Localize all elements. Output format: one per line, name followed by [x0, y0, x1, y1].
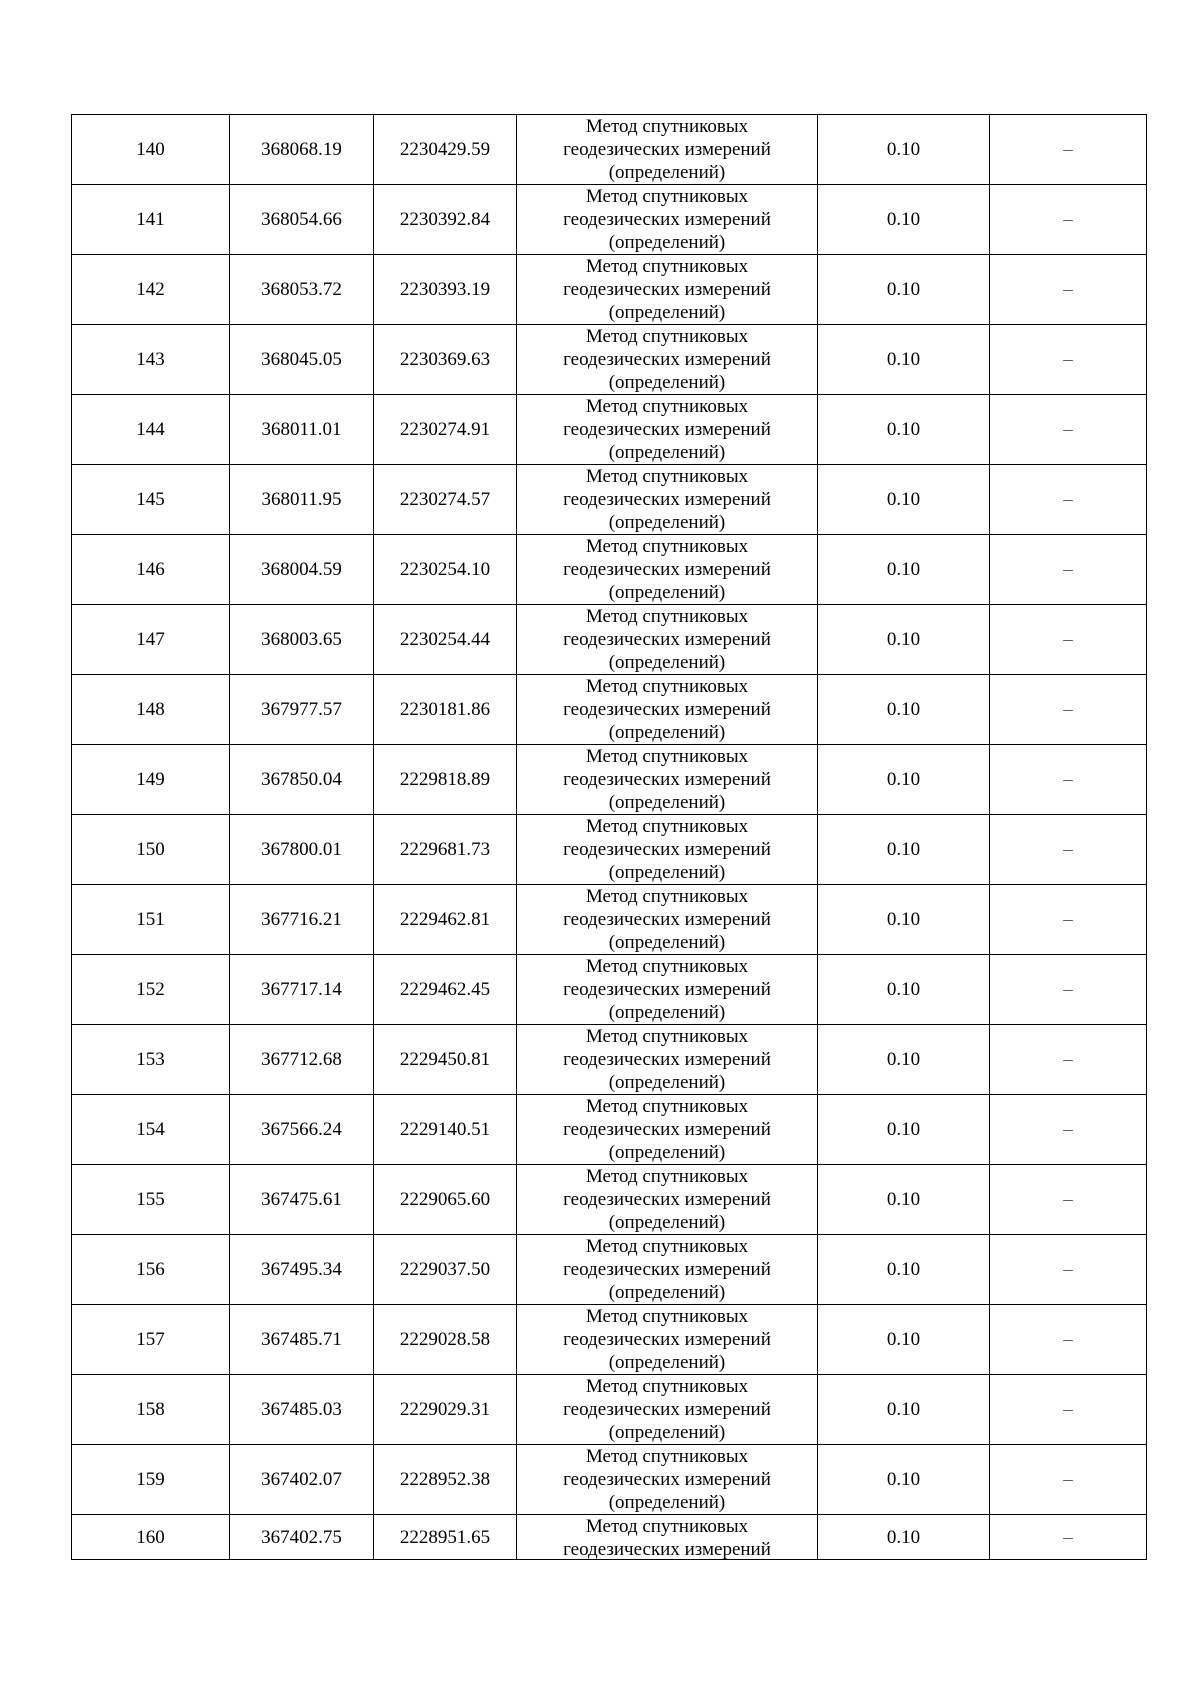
method-text-line: (определений) [608, 722, 726, 743]
method-cell [517, 1515, 818, 1560]
method-cell [517, 255, 818, 325]
note-cell: – [990, 815, 1147, 885]
table-row [72, 465, 1147, 535]
method-text-line: Метод спутниковых [585, 256, 749, 277]
method-text-line: геодезических измерений [563, 699, 771, 720]
method-text-line: (определений) [608, 1282, 726, 1303]
note-cell: – [990, 465, 1147, 535]
point-number-cell: 158 [72, 1375, 230, 1445]
point-number-cell: 149 [72, 745, 230, 815]
point-number-cell: 156 [72, 1235, 230, 1305]
note-cell: – [990, 1445, 1147, 1515]
method-text-line: Метод спутниковых [585, 606, 749, 627]
method-text-line: (определений) [608, 232, 726, 253]
method-cell [517, 1025, 818, 1095]
table-row [72, 115, 1147, 185]
x-coordinate-cell: 368053.72 [230, 255, 374, 325]
method-text-line: (определений) [608, 162, 726, 183]
method-text-line: Метод спутниковых [585, 466, 749, 487]
method-text-line: (определений) [608, 792, 726, 813]
y-coordinate-cell: 2230393.19 [374, 255, 517, 325]
method-text-line: геодезических измерений [563, 419, 771, 440]
method-text-line: Метод спутниковых [585, 1166, 749, 1187]
coordinates-table [71, 114, 1147, 1560]
x-coordinate-cell: 367716.21 [230, 885, 374, 955]
method-cell [517, 1095, 818, 1165]
x-coordinate-cell: 367485.71 [230, 1305, 374, 1375]
accuracy-cell: 0.10 [818, 1025, 990, 1095]
method-text-line: (определений) [608, 582, 726, 603]
point-number-cell: 148 [72, 675, 230, 745]
method-text-line: (определений) [608, 1212, 726, 1233]
method-cell [517, 885, 818, 955]
accuracy-cell: 0.10 [818, 1445, 990, 1515]
method-text-line: Метод спутниковых [585, 1516, 749, 1537]
method-text-line: Метод спутниковых [585, 956, 749, 977]
method-text-line: геодезических измерений [563, 1539, 771, 1559]
method-text-line: геодезических измерений [563, 489, 771, 510]
table-row [72, 185, 1147, 255]
table-row [72, 325, 1147, 395]
table-row [72, 535, 1147, 605]
method-text-line: геодезических измерений [563, 909, 771, 930]
note-cell: – [990, 325, 1147, 395]
method-text-line: геодезических измерений [563, 559, 771, 580]
point-number-cell: 146 [72, 535, 230, 605]
x-coordinate-cell: 367402.07 [230, 1445, 374, 1515]
x-coordinate-cell: 367402.75 [230, 1515, 374, 1560]
method-text-line: (определений) [608, 1072, 726, 1093]
method-text-line: геодезических измерений [563, 349, 771, 370]
method-cell [517, 1305, 818, 1375]
x-coordinate-cell: 367717.14 [230, 955, 374, 1025]
method-cell [517, 955, 818, 1025]
point-number-cell: 140 [72, 115, 230, 185]
note-cell: – [990, 1095, 1147, 1165]
note-cell: – [990, 605, 1147, 675]
method-text-line: Метод спутниковых [585, 326, 749, 347]
method-text-line: геодезических измерений [563, 769, 771, 790]
accuracy-cell: 0.10 [818, 465, 990, 535]
point-number-cell: 150 [72, 815, 230, 885]
point-number-cell: 147 [72, 605, 230, 675]
method-text-line: Метод спутниковых [585, 1236, 749, 1257]
x-coordinate-cell: 367800.01 [230, 815, 374, 885]
table-row [72, 1025, 1147, 1095]
accuracy-cell: 0.10 [818, 605, 990, 675]
note-cell: – [990, 1235, 1147, 1305]
method-text-line: (определений) [608, 1002, 726, 1023]
note-cell: – [990, 1305, 1147, 1375]
method-cell [517, 395, 818, 465]
method-text-line: Метод спутниковых [585, 396, 749, 417]
table-row [72, 885, 1147, 955]
y-coordinate-cell: 2229450.81 [374, 1025, 517, 1095]
accuracy-cell: 0.10 [818, 1165, 990, 1235]
point-number-cell: 151 [72, 885, 230, 955]
table-row [72, 1235, 1147, 1305]
x-coordinate-cell: 368068.19 [230, 115, 374, 185]
y-coordinate-cell: 2229462.45 [374, 955, 517, 1025]
accuracy-cell: 0.10 [818, 115, 990, 185]
y-coordinate-cell: 2230181.86 [374, 675, 517, 745]
y-coordinate-cell: 2230254.44 [374, 605, 517, 675]
point-number-cell: 144 [72, 395, 230, 465]
y-coordinate-cell: 2230274.57 [374, 465, 517, 535]
y-coordinate-cell: 2230369.63 [374, 325, 517, 395]
method-cell [517, 1165, 818, 1235]
note-cell: – [990, 955, 1147, 1025]
point-number-cell: 154 [72, 1095, 230, 1165]
accuracy-cell: 0.10 [818, 955, 990, 1025]
y-coordinate-cell: 2230392.84 [374, 185, 517, 255]
method-cell [517, 185, 818, 255]
x-coordinate-cell: 368045.05 [230, 325, 374, 395]
method-text-line: Метод спутниковых [585, 676, 749, 697]
table-row [72, 815, 1147, 885]
method-text-line: (определений) [608, 1422, 726, 1443]
x-coordinate-cell: 368003.65 [230, 605, 374, 675]
point-number-cell: 143 [72, 325, 230, 395]
method-text-line: геодезических измерений [563, 1119, 771, 1140]
y-coordinate-cell: 2229029.31 [374, 1375, 517, 1445]
note-cell: – [990, 535, 1147, 605]
note-cell: – [990, 1375, 1147, 1445]
table-row [72, 675, 1147, 745]
table-row [72, 1095, 1147, 1165]
method-text-line: геодезических измерений [563, 209, 771, 230]
x-coordinate-cell: 367495.34 [230, 1235, 374, 1305]
method-text-line: геодезических измерений [563, 1259, 771, 1280]
method-cell [517, 815, 818, 885]
point-number-cell: 142 [72, 255, 230, 325]
method-cell [517, 675, 818, 745]
method-text-line: (определений) [608, 862, 726, 883]
y-coordinate-cell: 2230429.59 [374, 115, 517, 185]
coordinates-table-body [72, 115, 1147, 1560]
x-coordinate-cell: 368011.01 [230, 395, 374, 465]
method-text-line: (определений) [608, 442, 726, 463]
method-text-line: (определений) [608, 1352, 726, 1373]
method-text-line: Метод спутниковых [585, 886, 749, 907]
method-text-line: геодезических измерений [563, 1469, 771, 1490]
method-text-line: Метод спутниковых [585, 1096, 749, 1117]
method-text-line: геодезических измерений [563, 1329, 771, 1350]
accuracy-cell: 0.10 [818, 395, 990, 465]
method-text-line: (определений) [608, 1492, 726, 1513]
method-cell [517, 115, 818, 185]
method-cell [517, 1445, 818, 1515]
accuracy-cell: 0.10 [818, 325, 990, 395]
accuracy-cell: 0.10 [818, 1305, 990, 1375]
note-cell: – [990, 255, 1147, 325]
method-text-line: Метод спутниковых [585, 536, 749, 557]
x-coordinate-cell: 367977.57 [230, 675, 374, 745]
x-coordinate-cell: 367485.03 [230, 1375, 374, 1445]
method-text-line: Метод спутниковых [585, 116, 749, 137]
point-number-cell: 159 [72, 1445, 230, 1515]
x-coordinate-cell: 368011.95 [230, 465, 374, 535]
method-cell [517, 745, 818, 815]
accuracy-cell: 0.10 [818, 675, 990, 745]
y-coordinate-cell: 2229037.50 [374, 1235, 517, 1305]
accuracy-cell: 0.10 [818, 255, 990, 325]
point-number-cell: 155 [72, 1165, 230, 1235]
method-cell [517, 325, 818, 395]
y-coordinate-cell: 2229028.58 [374, 1305, 517, 1375]
method-cell [517, 535, 818, 605]
table-row [72, 745, 1147, 815]
table-row [72, 1445, 1147, 1515]
note-cell: – [990, 185, 1147, 255]
point-number-cell: 141 [72, 185, 230, 255]
point-number-cell: 157 [72, 1305, 230, 1375]
table-row [72, 1375, 1147, 1445]
method-text-line: геодезических измерений [563, 629, 771, 650]
table-row [72, 1515, 1147, 1560]
y-coordinate-cell: 2230274.91 [374, 395, 517, 465]
note-cell: – [990, 745, 1147, 815]
method-cell [517, 1375, 818, 1445]
y-coordinate-cell: 2229462.81 [374, 885, 517, 955]
method-text-line: геодезических измерений [563, 1049, 771, 1070]
method-text-line: Метод спутниковых [585, 746, 749, 767]
note-cell: – [990, 395, 1147, 465]
method-text-line: геодезических измерений [563, 139, 771, 160]
y-coordinate-cell: 2229818.89 [374, 745, 517, 815]
accuracy-cell: 0.10 [818, 815, 990, 885]
method-text-line: геодезических измерений [563, 979, 771, 1000]
table-row [72, 395, 1147, 465]
method-text-line: (определений) [608, 1142, 726, 1163]
x-coordinate-cell: 368054.66 [230, 185, 374, 255]
method-text-line: геодезических измерений [563, 839, 771, 860]
accuracy-cell: 0.10 [818, 1235, 990, 1305]
accuracy-cell: 0.10 [818, 1095, 990, 1165]
note-cell: – [990, 885, 1147, 955]
x-coordinate-cell: 367566.24 [230, 1095, 374, 1165]
point-number-cell: 152 [72, 955, 230, 1025]
note-cell: – [990, 1025, 1147, 1095]
method-text-line: геодезических измерений [563, 1189, 771, 1210]
x-coordinate-cell: 367475.61 [230, 1165, 374, 1235]
note-cell: – [990, 115, 1147, 185]
method-text-line: Метод спутниковых [585, 1306, 749, 1327]
method-text-line: геодезических измерений [563, 1399, 771, 1420]
y-coordinate-cell: 2228951.65 [374, 1515, 517, 1560]
y-coordinate-cell: 2230254.10 [374, 535, 517, 605]
accuracy-cell: 0.10 [818, 185, 990, 255]
point-number-cell: 153 [72, 1025, 230, 1095]
accuracy-cell: 0.10 [818, 535, 990, 605]
method-text-line: Метод спутниковых [585, 1376, 749, 1397]
note-cell: – [990, 675, 1147, 745]
point-number-cell: 145 [72, 465, 230, 535]
y-coordinate-cell: 2228952.38 [374, 1445, 517, 1515]
accuracy-cell: 0.10 [818, 1515, 990, 1560]
method-text-line: (определений) [608, 512, 726, 533]
y-coordinate-cell: 2229065.60 [374, 1165, 517, 1235]
accuracy-cell: 0.10 [818, 885, 990, 955]
method-text-line: (определений) [608, 372, 726, 393]
note-cell: – [990, 1515, 1147, 1560]
accuracy-cell: 0.10 [818, 745, 990, 815]
note-cell: – [990, 1165, 1147, 1235]
point-number-cell: 160 [72, 1515, 230, 1560]
method-cell [517, 465, 818, 535]
method-text-line: Метод спутниковых [585, 816, 749, 837]
method-text-line: Метод спутниковых [585, 1026, 749, 1047]
table-row [72, 1165, 1147, 1235]
x-coordinate-cell: 368004.59 [230, 535, 374, 605]
method-cell [517, 1235, 818, 1305]
table-row [72, 605, 1147, 675]
method-text-line: (определений) [608, 652, 726, 673]
method-cell [517, 605, 818, 675]
table-row [72, 1305, 1147, 1375]
method-text-line: Метод спутниковых [585, 1446, 749, 1467]
accuracy-cell: 0.10 [818, 1375, 990, 1445]
table-row [72, 955, 1147, 1025]
method-text-line: (определений) [608, 302, 726, 323]
y-coordinate-cell: 2229681.73 [374, 815, 517, 885]
table-row [72, 255, 1147, 325]
y-coordinate-cell: 2229140.51 [374, 1095, 517, 1165]
method-text-line: (определений) [608, 932, 726, 953]
x-coordinate-cell: 367712.68 [230, 1025, 374, 1095]
method-text-line: геодезических измерений [563, 279, 771, 300]
x-coordinate-cell: 367850.04 [230, 745, 374, 815]
method-text-line: Метод спутниковых [585, 186, 749, 207]
